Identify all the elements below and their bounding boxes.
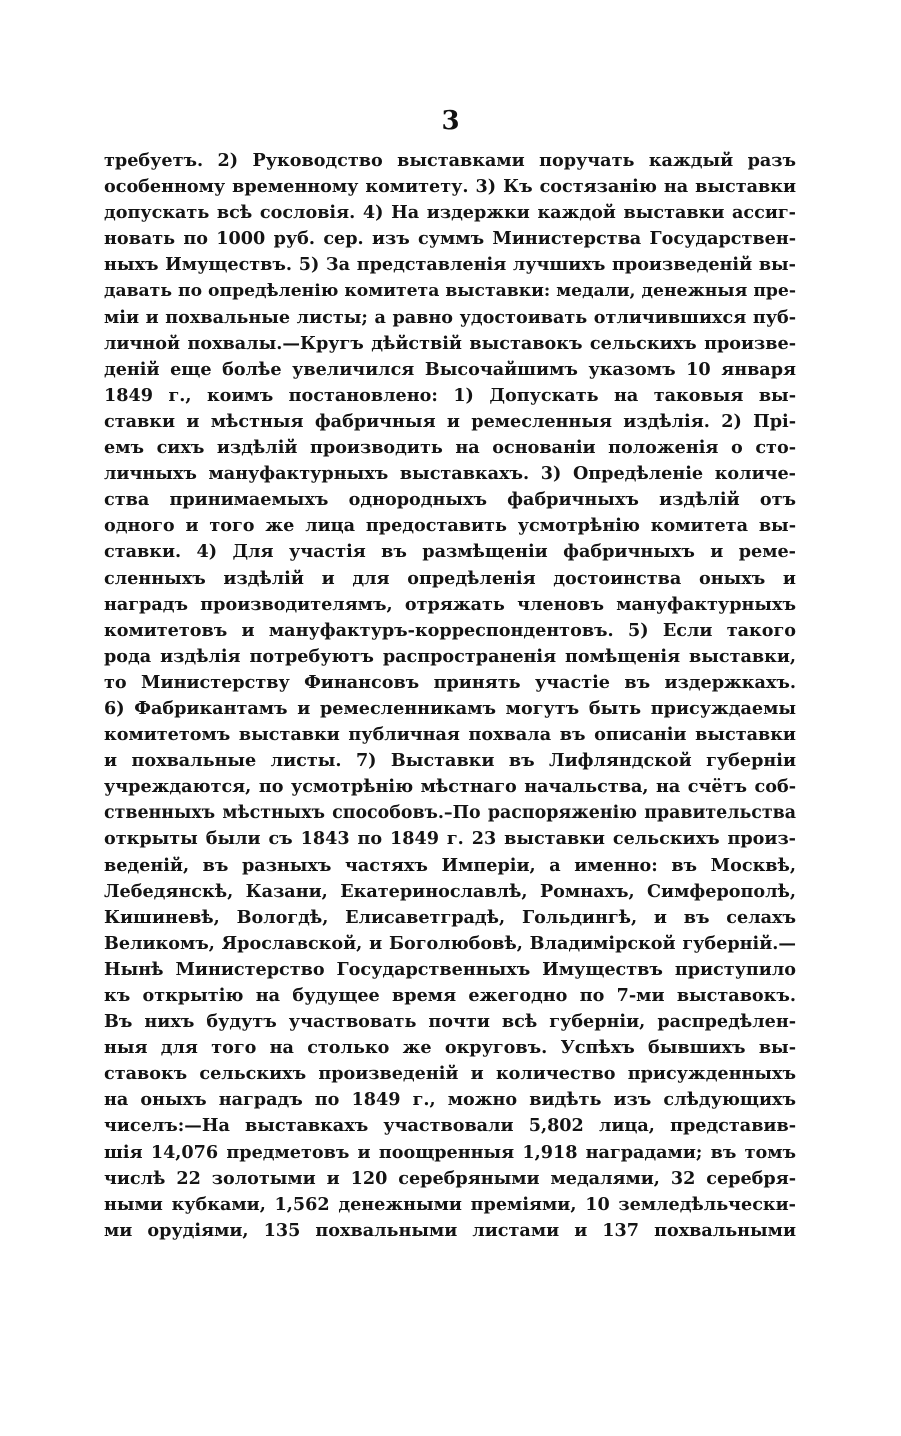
text-line: новать по 1000 руб. сер. изъ суммъ Министерства Государствен- (104, 228, 796, 250)
text-line: сленныхъ издѣлій и для опредѣленія достоинства оныхъ и (104, 567, 796, 589)
text-line: наградъ производителямъ, отряжать членовъ мануфактурныхъ (104, 593, 796, 615)
text-line: и похвальные листы. 7) Выставки въ Лифляндской губерніи (104, 750, 796, 772)
text-line: рода издѣлія потребуютъ распространенія помѣщенія выставки, (104, 645, 796, 667)
text-line: ственныхъ мѣстныхъ способовъ.–По распоряженію правительства (104, 803, 796, 824)
text-line: ми орудіями, 135 похвальными листами и 137 похвальными (104, 1219, 796, 1241)
text-line: деній еще болѣе увеличился Высочайшимъ указомъ 10 января (104, 358, 796, 380)
text-line: комитетовъ и мануфактуръ-корреспондентовъ. 5) Если такого (104, 619, 796, 641)
text-line: ства принимаемыхъ однородныхъ фабричныхъ издѣлій отъ (104, 489, 796, 511)
body-text (104, 148, 796, 1244)
page-number: 3 (441, 106, 460, 136)
text-line: емъ сихъ издѣлій производить на основаніи положенія о сто- (104, 437, 796, 459)
text-line: 1849 г., коимъ постановлено: 1) Допускать на таковыя вы- (104, 384, 796, 406)
text-line: шія 14,076 предметовъ и поощренныя 1,918 наградами; въ томъ (104, 1141, 796, 1163)
text-line: то Министерству Финансовъ принять участіе въ издержкахъ. (104, 671, 796, 693)
text-line: открыты были съ 1843 по 1849 г. 23 выставки сельскихъ произ- (104, 828, 796, 850)
text-line: числѣ 22 золотыми и 120 серебряными медалями, 32 серебря- (104, 1167, 796, 1189)
text-line: требуетъ. 2) Руководство выставками поручать каждый разъ (104, 150, 796, 171)
text-line: веденій, въ разныхъ частяхъ Имперіи, а именно: въ Москвѣ, (104, 854, 796, 876)
text-line: на оныхъ наградъ по 1849 г., можно видѣть изъ слѣдующихъ (104, 1089, 796, 1111)
text-line: міи и похвальные листы; а равно удостоивать отличившихся пуб- (104, 306, 796, 328)
text-line: ставокъ сельскихъ произведеній и количество присужденныхъ (104, 1063, 796, 1085)
text-line: учреждаются, по усмотрѣнію мѣстнаго начальства, на счётъ соб- (104, 776, 796, 798)
text-line: личныхъ мануфактурныхъ выставкахъ. 3) Опредѣленіе количе- (104, 463, 796, 485)
text-line: Великомъ, Ярославской, и Боголюбовѣ, Владимірской губерній.— (104, 932, 796, 954)
text-line: чиселъ:—На выставкахъ участвовали 5,802 лица, представив- (104, 1115, 796, 1137)
text-line: ными кубками, 1,562 денежными преміями, 10 земледѣльчески- (104, 1193, 796, 1215)
text-line: личной похвалы.—Кругъ дѣйствій выставокъ сельскихъ произве- (104, 332, 796, 354)
text-line: ставки. 4) Для участія въ размѣщеніи фабричныхъ и реме- (104, 541, 796, 563)
text-line: давать по опредѣленію комитета выставки: медали, денежныя пре- (104, 281, 796, 302)
text-line: къ открытію на будущее время ежегодно по 7-ми выставокъ. (104, 985, 796, 1006)
text-line: Въ нихъ будутъ участвовать почти всѣ губерніи, распредѣлен- (104, 1011, 796, 1033)
text-line: ныхъ Имуществъ. 5) За представленія лучшихъ произведеній вы- (104, 254, 796, 276)
text-line: допускать всѣ сословія. 4) На издержки каждой выставки ассиг- (104, 202, 796, 224)
text-line: ставки и мѣстныя фабричныя и ремесленныя издѣлія. 2) Прі- (104, 410, 796, 432)
text-line: особенному временному комитету. 3) Къ состязанію на выставки (104, 176, 796, 198)
text-line: ныя для того на столько же округовъ. Успѣхъ бывшихъ вы- (104, 1037, 796, 1059)
text-line: Кишиневѣ, Вологдѣ, Елисаветградѣ, Гольдингѣ, и въ селахъ (104, 906, 796, 928)
text-line: Нынѣ Министерство Государственныхъ Имуществъ приступило (104, 958, 796, 980)
text-line: комитетомъ выставки публичная похвала въ описаніи выставки (104, 724, 796, 746)
text-line: одного и того же лица предоставить усмотрѣнію комитета вы- (104, 515, 796, 537)
text-line: Лебедянскѣ, Казани, Екатеринославлѣ, Ромнахъ, Симферополѣ, (104, 880, 796, 902)
text-line: 6) Фабрикантамъ и ремесленникамъ могутъ быть присуждаемы (104, 697, 796, 719)
